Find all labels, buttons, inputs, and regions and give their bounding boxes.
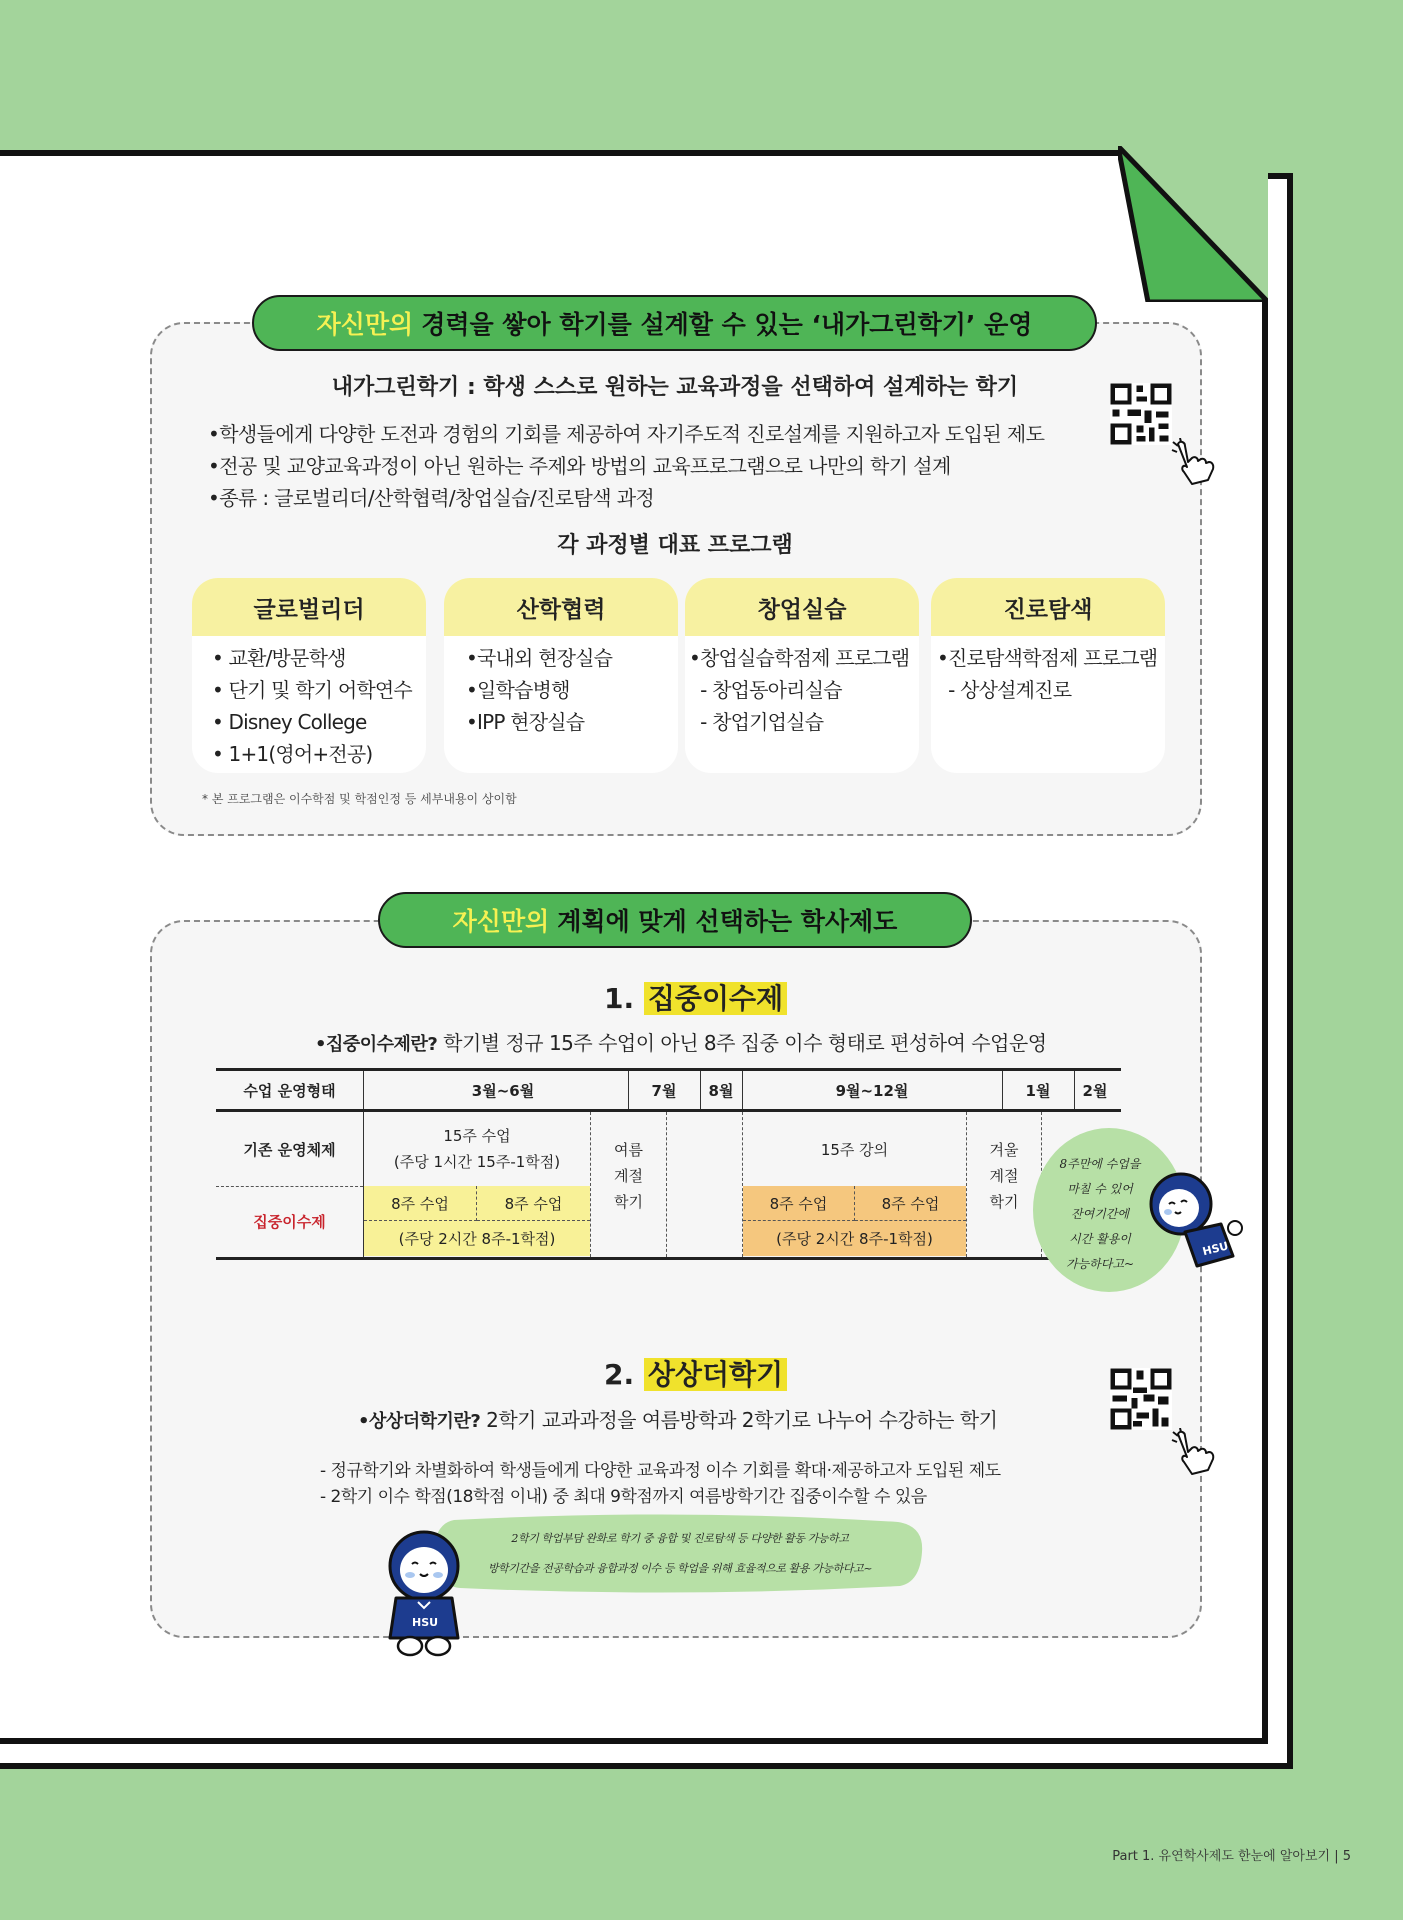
section1-title-rest: 경력을 쌓아 학기를 설계할 수 있는 ‘내가그린학기’ 운영 <box>421 310 1033 339</box>
bullet: •학생들에게 다양한 도전과 경험의 기회를 제공하여 자기주도적 진로설계를 지원하고자 도입된 제도 <box>208 422 1045 446</box>
card-item: - 창업동아리실습 <box>689 678 842 702</box>
program-card-startup <box>685 578 919 773</box>
qr-code-icon[interactable] <box>1110 383 1172 445</box>
card-item: •국내외 현장실습 <box>466 646 613 670</box>
header-cell: 7월 <box>651 1081 677 1100</box>
pointing-hand-icon <box>1170 1428 1220 1478</box>
card-item: • 1+1(영어+전공) <box>212 742 373 766</box>
header-cell: 3월~6월 <box>471 1081 535 1100</box>
card-item: •진로탐색학점제 프로그램 <box>937 646 1158 670</box>
item2-definition <box>358 1404 997 1433</box>
section2-title-highlight: 자신만의 <box>452 907 550 936</box>
item2-bubble-text <box>440 1524 920 1584</box>
winter-line: 겨울 <box>989 1140 1019 1159</box>
summer-session <box>591 1112 666 1257</box>
summer-line: 계절 <box>614 1166 643 1185</box>
winter-line: 계절 <box>989 1166 1019 1185</box>
item1-definition <box>315 1027 1047 1056</box>
row1-spring-line: 15주 수업 <box>443 1127 511 1145</box>
row1-spring-line: (주당 1시간 15주-1학점) <box>393 1153 561 1171</box>
section2-title <box>378 892 972 948</box>
row2-fall-b: 8주 수업 <box>855 1186 966 1221</box>
row2-spring-b: 8주 수업 <box>477 1186 590 1221</box>
item1-question: •집중이수제란? <box>315 1034 438 1055</box>
card-item: • 교환/방문학생 <box>212 646 346 670</box>
header-cell: 1월 <box>1025 1081 1051 1100</box>
divider <box>666 1112 667 1257</box>
bullet: •종류 : 글로벌리더/산학협력/창업실습/진로탐색 과정 <box>208 486 655 510</box>
row2-spring-a: 8주 수업 <box>364 1186 477 1221</box>
card-title: 진로탐색 <box>931 578 1165 636</box>
summer-line: 여름 <box>614 1140 643 1159</box>
item1-answer: 학기별 정규 15주 수업이 아닌 8주 집중 이수 형태로 편성하여 수업운영 <box>443 1031 1047 1055</box>
item2-name: 상상더학기 <box>644 1358 787 1391</box>
bubble-line: 잔여기간에 <box>1071 1207 1129 1221</box>
bubble-line: 가능하다고~ <box>1065 1257 1134 1271</box>
divider <box>1074 1071 1075 1109</box>
section1-bullets <box>208 418 1108 514</box>
card-title: 창업실습 <box>685 578 919 636</box>
item2-question: •상상더학기란? <box>358 1411 481 1432</box>
item1-heading <box>604 977 787 1017</box>
table-bottom-rule <box>216 1257 1121 1260</box>
row1-label: 기존 운영체제 <box>243 1140 336 1159</box>
row2-label: 집중이수제 <box>253 1213 326 1231</box>
bubble-line: 8주만에 수업을 <box>1059 1157 1141 1171</box>
row2-fall-a: 8주 수업 <box>743 1186 855 1221</box>
page-fold-icon <box>1118 146 1268 302</box>
card-item: • Disney College <box>212 710 367 734</box>
mascot-label: HSU <box>1201 1239 1230 1259</box>
row1-spring <box>364 1118 590 1180</box>
section1-title-highlight: 자신만의 <box>316 310 414 339</box>
program-card-global <box>192 578 426 773</box>
header-cell: 8월 <box>708 1081 734 1100</box>
summer-line: 학기 <box>614 1192 643 1211</box>
item1-name: 집중이수제 <box>644 982 787 1015</box>
item2-details <box>320 1458 1001 1510</box>
page-footer: Part 1. 유연학사제도 한눈에 알아보기 | 5 <box>1112 1849 1351 1864</box>
item2-line: - 정규학기와 차별화하여 학생들에게 다양한 교육과정 이수 기회를 확대·제공하고자 도입된 제도 <box>320 1461 1001 1481</box>
card-item: • 단기 및 학기 어학연수 <box>212 678 412 702</box>
program-card-industry <box>444 578 678 773</box>
qr-code-icon[interactable] <box>1110 1368 1172 1430</box>
bubble-line: 방학기간을 전공학습과 융합과정 이수 등 학업을 위해 효율적으로 활용 가능하다고~ <box>487 1562 873 1575</box>
winter-line: 학기 <box>989 1192 1019 1211</box>
card-item: •IPP 현장실습 <box>466 710 585 734</box>
divider <box>628 1071 629 1109</box>
card-item: - 창업기업실습 <box>689 710 824 734</box>
section1-note: * 본 프로그램은 이수학점 및 학점인정 등 세부내용이 상이함 <box>202 792 517 806</box>
item2-answer: 2학기 교과과정을 여름방학과 2학기로 나누어 수강하는 학기 <box>486 1408 998 1432</box>
mascot-standing-icon <box>378 1528 470 1660</box>
pointing-hand-icon <box>1170 438 1220 488</box>
bubble-line: 마칠 수 있어 <box>1067 1182 1133 1196</box>
mascot-peeking-icon <box>1145 1168 1243 1276</box>
divider <box>700 1071 701 1109</box>
item2-number: 2. <box>604 1358 635 1391</box>
divider <box>1002 1071 1003 1109</box>
row2-fall-note: (주당 2시간 8주-1학점) <box>776 1230 933 1248</box>
bubble-line: 2학기 학업부담 완화로 학기 중 융합 및 진로탐색 등 다양한 활동 가능하고 <box>511 1532 849 1545</box>
schedule-table <box>216 1068 1121 1268</box>
card-title: 글로벌리더 <box>192 578 426 636</box>
divider <box>742 1071 743 1109</box>
programs-heading: 각 과정별 대표 프로그램 <box>557 533 793 558</box>
item1-number: 1. <box>604 982 635 1015</box>
divider <box>363 1071 364 1109</box>
header-cell: 9월~12월 <box>835 1081 909 1100</box>
row2-spring-note: (주당 2시간 8주-1학점) <box>398 1230 556 1248</box>
item2-line: - 2학기 이수 학점(18학점 이내) 중 최대 9학점까지 여름방학기간 집중이수할 수 있음 <box>320 1487 927 1507</box>
program-card-career <box>931 578 1165 773</box>
section2-title-rest: 계획에 맞게 선택하는 학사제도 <box>557 907 898 936</box>
row1-fall: 15주 강의 <box>820 1140 889 1159</box>
item2-heading <box>604 1353 787 1393</box>
header-cell: 수업 운영형태 <box>243 1081 336 1100</box>
section1-subtitle: 내가그린학기 : 학생 스스로 원하는 교육과정을 선택하여 설계하는 학기 <box>331 375 1019 400</box>
card-item: - 상상설계진로 <box>937 678 1072 702</box>
bullet: •전공 및 교양교육과정이 아닌 원하는 주제와 방법의 교육프로그램으로 나만의 학기 설계 <box>208 454 951 478</box>
card-item: •창업실습학점제 프로그램 <box>689 646 910 670</box>
card-title: 산학협력 <box>444 578 678 636</box>
card-item: •일학습병행 <box>466 678 570 702</box>
bubble-line: 시간 활용이 <box>1069 1232 1131 1246</box>
mascot-label: HSU <box>412 1616 439 1629</box>
section1-title <box>252 295 1097 351</box>
header-cell: 2월 <box>1082 1081 1108 1100</box>
